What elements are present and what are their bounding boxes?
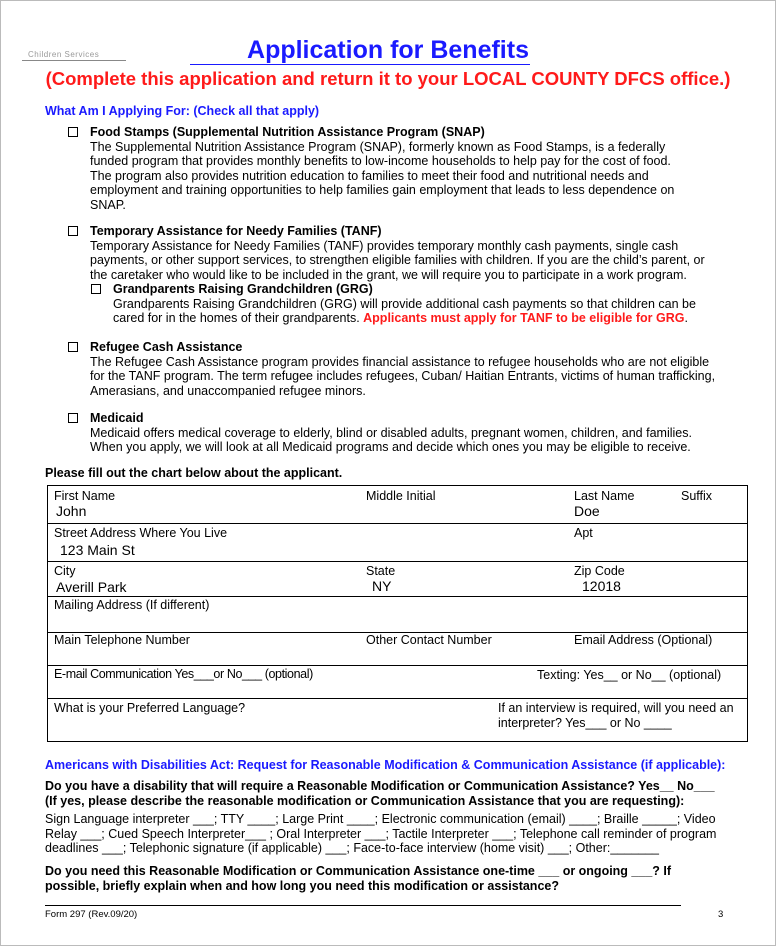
- suffix-label: Suffix: [681, 489, 713, 503]
- grg-requirement-note: Applicants must apply for TANF to be eligible for GRG: [363, 311, 685, 325]
- snap-checkbox[interactable]: [68, 127, 78, 137]
- grg-desc-line: Grandparents Raising Grandchildren (GRG) will provide additional cash payments so that children can be: [113, 296, 696, 311]
- street-address-label: Street Address Where You Live: [54, 526, 228, 540]
- program-medicaid: [90, 411, 750, 455]
- program-tanf: [90, 224, 750, 282]
- snap-desc-line: SNAP.: [90, 197, 126, 212]
- ada-heading: Americans with Disabilities Act: Request for Reasonable Modification & Communication Assistance (if applicable):: [45, 758, 726, 772]
- refugee-desc-line: for the TANF program. The term refugee includes refugees, Cuban/ Haitian Entrants, victims of human trafficking,: [90, 369, 716, 383]
- first-name-value[interactable]: John: [56, 503, 87, 519]
- snap-title: Food Stamps (Supplemental Nutrition Assistance Program (SNAP): [90, 125, 485, 139]
- texting-label: Texting: Yes__ or No__ (optional): [537, 668, 722, 682]
- zip-code-value[interactable]: 12018: [582, 578, 621, 594]
- page-number: 3: [718, 909, 724, 920]
- row-divider: [48, 523, 747, 524]
- state-label: State: [366, 564, 396, 578]
- medicaid-checkbox[interactable]: [68, 413, 78, 423]
- tanf-desc-line: Temporary Assistance for Needy Families (TANF) provides temporary monthly cash payments, single cash: [90, 238, 679, 253]
- row-divider: [48, 698, 747, 699]
- city-value[interactable]: Averill Park: [56, 579, 127, 595]
- agency-faint-text: Children Services: [28, 50, 100, 59]
- last-name-value[interactable]: Doe: [574, 503, 600, 519]
- snap-desc-line: employment and training opportunities to help families gain employment that leads to less dependence on: [90, 183, 675, 197]
- disability-question: Do you have a disability that will require a Reasonable Modification or Communication Assistance? Yes__ No___ (If yes, please describe the reasonable modification or Communication Assistance that you are requesting):: [45, 779, 715, 808]
- city-label: City: [54, 564, 76, 578]
- apt-label: Apt: [574, 526, 593, 540]
- tanf-desc-line: payments, or other support services, to strengthen eligible families with children. If you are the child’s parent, or: [90, 253, 705, 267]
- program-grg: [113, 282, 753, 326]
- middle-initial-label: Middle Initial: [366, 489, 436, 503]
- footer-rule: [45, 905, 681, 906]
- row-divider: [48, 665, 747, 666]
- form-number: Form 297 (Rev.09/20): [45, 909, 138, 920]
- grg-desc-line: cared for in the homes of their grandparents. Applicants must apply for TANF to be eligible for GRG.: [113, 311, 688, 325]
- program-refugee: [90, 340, 750, 398]
- mailing-address-label: Mailing Address (If different): [54, 598, 210, 612]
- snap-desc-line: The program also provides nutrition education to families to meet their food and nutritional needs and: [90, 168, 649, 183]
- other-contact-label: Other Contact Number: [366, 633, 492, 647]
- grg-checkbox[interactable]: [91, 284, 101, 294]
- state-value[interactable]: NY: [372, 578, 392, 594]
- email-communication-label: E-mail Communication Yes___or No___ (optional): [54, 667, 313, 681]
- duration-question: Do you need this Reasonable Modification or Communication Assistance one-time ___ or ongoing ___? If possible, briefly explain when and how long you need this modification or assistance?: [45, 864, 672, 893]
- grg-title: Grandparents Raising Grandchildren (GRG): [113, 282, 373, 296]
- street-address-value[interactable]: 123 Main St: [60, 542, 135, 558]
- main-phone-label: Main Telephone Number: [54, 633, 190, 647]
- program-snap: [90, 125, 750, 212]
- medicaid-title: Medicaid: [90, 411, 144, 425]
- row-divider: [48, 596, 747, 597]
- refugee-title: Refugee Cash Assistance: [90, 340, 243, 354]
- snap-desc-line: funded program that provides monthly benefits to low-income households to help pay for the cost of food.: [90, 154, 671, 168]
- medicaid-desc-line: When you apply, we will look at all Medicaid programs and decide which ones you may be eligible to receive.: [90, 440, 691, 454]
- page-subtitle: (Complete this application and return it to your LOCAL COUNTY DFCS office.): [45, 68, 731, 89]
- applicant-table: [47, 485, 748, 742]
- applying-for-heading: What Am I Applying For: (Check all that apply): [45, 104, 320, 118]
- interpreter-label-line2: interpreter? Yes___ or No ____: [498, 716, 672, 730]
- refugee-desc-line: Amerasians, and unaccompanied refugee minors.: [90, 383, 366, 398]
- refugee-desc-line: The Refugee Cash Assistance program provides financial assistance to refugee households who are not eligible: [90, 354, 710, 369]
- preferred-language-label: What is your Preferred Language?: [54, 701, 246, 715]
- row-divider: [48, 561, 747, 562]
- tanf-desc-line: the caretaker who would like to be included in the grant, we will require you to participate in a work program.: [90, 267, 687, 282]
- last-name-label: Last Name: [574, 489, 635, 503]
- zip-code-label: Zip Code: [574, 564, 625, 578]
- refugee-checkbox[interactable]: [68, 342, 78, 352]
- interpreter-label-line1: If an interview is required, will you need an: [498, 701, 734, 715]
- tanf-title: Temporary Assistance for Needy Families (TANF): [90, 224, 382, 238]
- snap-desc-line: The Supplemental Nutrition Assistance Program (SNAP), formerly known as Food Stamps, is a federally: [90, 139, 666, 154]
- email-address-label: Email Address (Optional): [574, 633, 713, 647]
- page-title: Application for Benefits: [247, 36, 529, 64]
- title-underline: [190, 64, 530, 65]
- tanf-checkbox[interactable]: [68, 226, 78, 236]
- chart-intro: Please fill out the chart below about the applicant.: [45, 466, 343, 480]
- medicaid-desc-line: Medicaid offers medical coverage to elderly, blind or disabled adults, pregnant women, children, and families.: [90, 425, 692, 440]
- first-name-label: First Name: [54, 489, 116, 503]
- assistance-options: Sign Language interpreter ___; TTY ____; Large Print ____; Electronic communication (email) ____; Braille _____; Video Relay ___; Cued Speech Interpreter___ ; Oral Interpreter ___; Tactile Interpreter ___; Telephone call reminder of program deadlines ___; Telephonic signature (if applicable) ___; Face-to-face interview (home visit) ___; Other:_______: [45, 812, 717, 855]
